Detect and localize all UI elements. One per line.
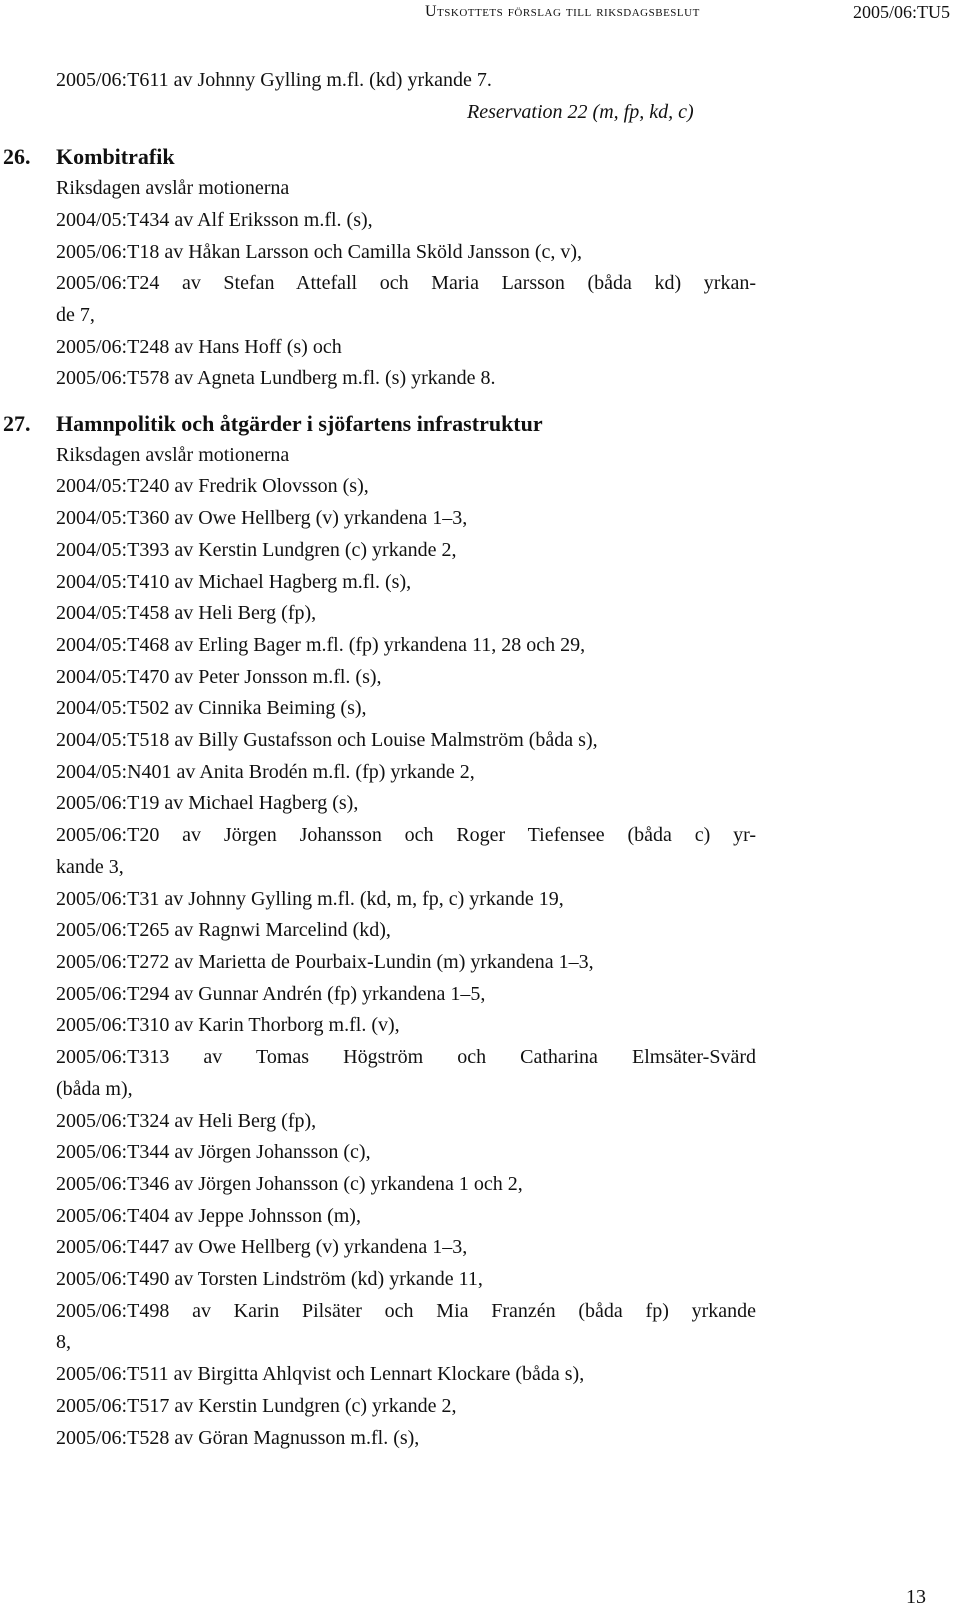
reservation-note: Reservation 22 (m, fp, kd, c) [467, 100, 694, 123]
motion-line: 2005/06:T528 av Göran Magnusson m.fl. (s), [56, 1426, 420, 1449]
motion-line: 2004/05:T410 av Michael Hagberg m.fl. (s), [56, 570, 412, 593]
motion-line: 2005/06:T517 av Kerstin Lundgren (c) yrkande 2, [56, 1394, 457, 1417]
section-heading [3, 408, 756, 440]
motion-line: 2005/06:T324 av Heli Berg (fp), [56, 1109, 317, 1132]
motion-line: kande 3, [56, 855, 124, 878]
motion-line: 2005/06:T313 av Tomas Högström och Catharina Elmsäter-Svärd [56, 1046, 756, 1069]
running-header [0, 0, 960, 30]
motion-line: 2005/06:T294 av Gunnar Andrén (fp) yrkandena 1–5, [56, 982, 486, 1005]
motion-line: 2005/06:T447 av Owe Hellberg (v) yrkandena 1–3, [56, 1236, 468, 1259]
section-number: 26. [3, 144, 31, 170]
motion-line: 2005/06:T19 av Michael Hagberg (s), [56, 792, 359, 815]
motion-line: 2005/06:T578 av Agneta Lundberg m.fl. (s) yrkande 8. [56, 367, 496, 390]
section-26 [3, 141, 756, 395]
motion-line: 2004/05:T434 av Alf Eriksson m.fl. (s), [56, 208, 373, 231]
motion-line: 2005/06:T20 av Jörgen Johansson och Roger Tiefensee (båda c) yr- [56, 824, 756, 847]
page-body [3, 65, 756, 1454]
section-heading [3, 141, 756, 173]
decision-line: Riksdagen avslår motionerna [56, 177, 290, 200]
motion-line: 2004/05:T468 av Erling Bager m.fl. (fp) yrkandena 11, 28 och 29, [56, 633, 586, 656]
motion-line: 2005/06:T272 av Marietta de Pourbaix-Lundin (m) yrkandena 1–3, [56, 950, 594, 973]
motion-line: 2005/06:T248 av Hans Hoff (s) och [56, 335, 342, 358]
motion-line: de 7, [56, 303, 95, 326]
motion-line: 2004/05:N401 av Anita Brodén m.fl. (fp) yrkande 2, [56, 760, 475, 783]
motion-line: 2004/05:T458 av Heli Berg (fp), [56, 602, 317, 625]
motion-line: 2004/05:T360 av Owe Hellberg (v) yrkandena 1–3, [56, 507, 468, 530]
motion-line: 2005/06:T265 av Ragnwi Marcelind (kd), [56, 919, 391, 942]
motion-line: 2005/06:T511 av Birgitta Ahlqvist och Lennart Klockare (båda s), [56, 1363, 585, 1386]
motion-line: 2005/06:T490 av Torsten Lindström (kd) yrkande 11, [56, 1268, 483, 1291]
motion-line: 2005/06:T404 av Jeppe Johnsson (m), [56, 1204, 361, 1227]
page-number: 13 [906, 1586, 926, 1608]
motion-line: (båda m), [56, 1077, 133, 1100]
section-27 [3, 408, 756, 1454]
motion-line: 2005/06:T31 av Johnny Gylling m.fl. (kd, m, fp, c) yrkande 19, [56, 887, 564, 910]
motion-line: 2005/06:T498 av Karin Pilsäter och Mia Franzén (båda fp) yrkande [56, 1299, 756, 1322]
section-title: Kombitrafik [56, 144, 175, 170]
intro-motion-line: 2005/06:T611 av Johnny Gylling m.fl. (kd) yrkande 7. [56, 69, 492, 91]
motion-line: 2004/05:T502 av Cinnika Beiming (s), [56, 697, 367, 720]
motion-line: 2005/06:T24 av Stefan Attefall och Maria Larsson (båda kd) yrkan- [56, 272, 756, 295]
motion-line: 2005/06:T344 av Jörgen Johansson (c), [56, 1141, 371, 1164]
motion-line: 8, [56, 1331, 71, 1354]
motion-line: 2004/05:T240 av Fredrik Olovsson (s), [56, 475, 369, 498]
motion-line: 2004/05:T470 av Peter Jonsson m.fl. (s), [56, 665, 382, 688]
motion-line: 2005/06:T310 av Karin Thorborg m.fl. (v), [56, 1014, 400, 1037]
document-number: 2005/06:TU5 [853, 2, 950, 22]
running-header-title: Utskottets förslag till riksdagsbeslut [425, 3, 700, 20]
decision-line: Riksdagen avslår motionerna [56, 443, 290, 466]
motion-line: 2004/05:T518 av Billy Gustafsson och Louise Malmström (båda s), [56, 729, 598, 752]
section-title: Hamnpolitik och åtgärder i sjöfartens infrastruktur [56, 411, 543, 437]
motion-line: 2004/05:T393 av Kerstin Lundgren (c) yrkande 2, [56, 538, 457, 561]
section-number: 27. [3, 411, 31, 437]
motion-line: 2005/06:T18 av Håkan Larsson och Camilla Sköld Jansson (c, v), [56, 240, 583, 263]
motion-line: 2005/06:T346 av Jörgen Johansson (c) yrkandena 1 och 2, [56, 1172, 523, 1195]
